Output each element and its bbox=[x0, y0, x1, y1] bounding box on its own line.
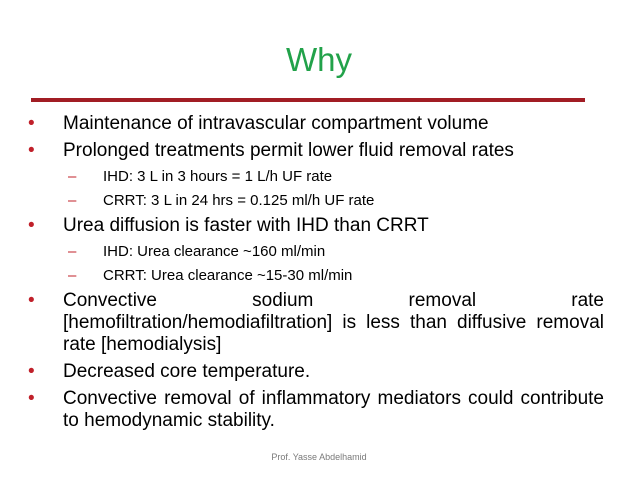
bullet-text: Maintenance of intravascular compartment volume bbox=[63, 113, 489, 134]
bullet-item bbox=[28, 290, 604, 356]
bullet-item bbox=[28, 361, 604, 383]
slide-footer: Prof. Yasse Abdelhamid bbox=[271, 452, 367, 462]
bullet-mark-icon: • bbox=[28, 140, 35, 161]
dash-mark-icon: – bbox=[68, 267, 77, 284]
dash-mark-icon: – bbox=[68, 192, 77, 209]
bullet-mark-icon: • bbox=[28, 215, 35, 236]
bullet-item bbox=[28, 215, 604, 237]
sub-bullet-text: IHD: 3 L in 3 hours = 1 L/h UF rate bbox=[103, 168, 333, 185]
bullet-item bbox=[28, 140, 604, 162]
sub-bullet-item bbox=[28, 167, 604, 187]
bullet-item bbox=[28, 113, 604, 135]
sub-bullet-item bbox=[28, 191, 604, 211]
slide-title: Why bbox=[286, 41, 352, 78]
slide-content bbox=[28, 113, 604, 437]
bullet-item bbox=[28, 388, 604, 432]
bullet-text: Prolonged treatments permit lower fluid removal rates bbox=[63, 140, 514, 161]
bullet-text: Decreased core temperature. bbox=[63, 361, 311, 382]
bullet-mark-icon: • bbox=[28, 113, 35, 134]
sub-bullet-text: CRRT: 3 L in 24 hrs = 0.125 ml/h UF rate bbox=[103, 192, 375, 209]
title-divider bbox=[31, 98, 585, 102]
sub-bullet-text: CRRT: Urea clearance ~15-30 ml/min bbox=[103, 267, 353, 284]
dash-mark-icon: – bbox=[68, 243, 77, 260]
bullet-text: Convective removal of inflammatory mediators could contribute to hemodynamic stability. bbox=[63, 388, 604, 431]
sub-bullet-item bbox=[28, 266, 604, 286]
sub-bullet-text: IHD: Urea clearance ~160 ml/min bbox=[103, 243, 326, 260]
bullet-mark-icon: • bbox=[28, 290, 35, 311]
bullet-mark-icon: • bbox=[28, 388, 35, 409]
bullet-text: Urea diffusion is faster with IHD than CRRT bbox=[63, 215, 429, 236]
bullet-mark-icon: • bbox=[28, 361, 35, 382]
sub-bullet-item bbox=[28, 242, 604, 262]
bullet-text: Convective sodium removal rate [hemofiltration/hemodiafiltration] is less than diffusive removal rate [hemodialysis] bbox=[63, 290, 604, 355]
dash-mark-icon: – bbox=[68, 168, 77, 185]
